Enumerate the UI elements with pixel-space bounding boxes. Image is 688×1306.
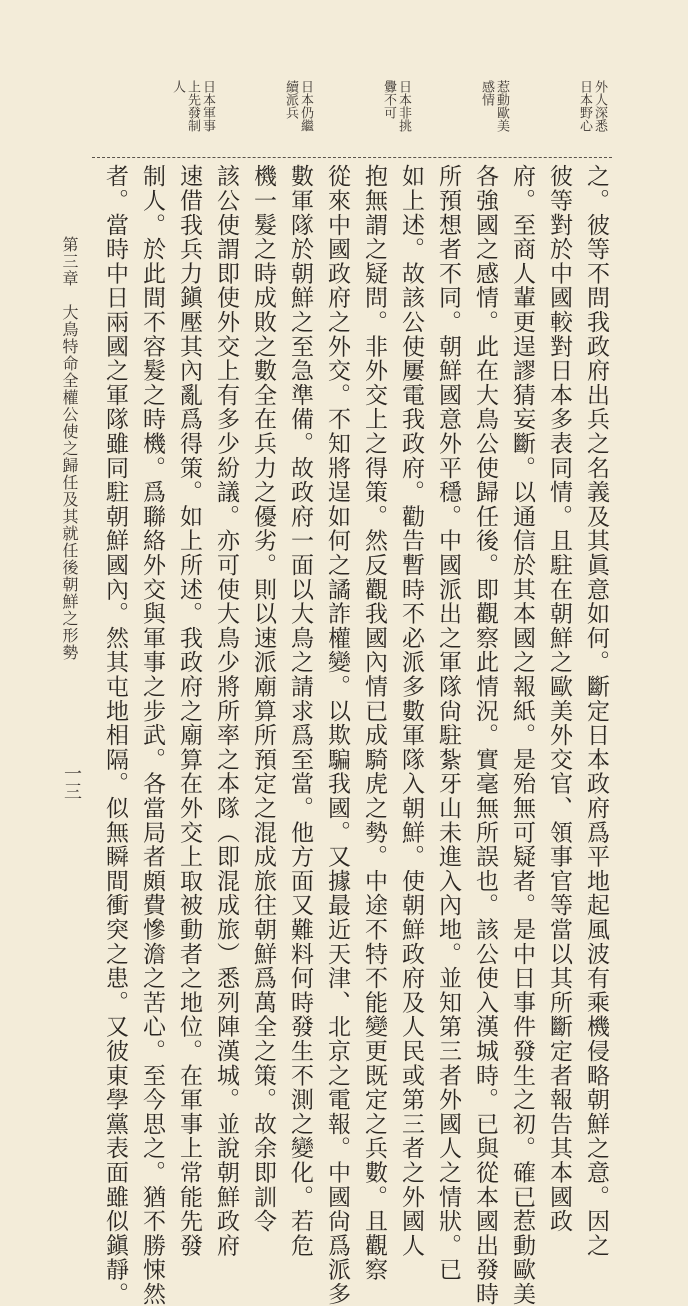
body-column: 速借我兵力鎭壓其內亂爲得策。如上所述。我政府之廟算在外交上取被動者之地位。在軍事上常能先發 bbox=[176, 164, 202, 1258]
margin-note-5 bbox=[171, 80, 214, 132]
body-column: 之。彼等不問我政府出兵之名義及其眞意如何。斷定日本政府爲平地起風波有乘機侵略朝鮮之意。因之 bbox=[583, 164, 609, 1258]
body-column: 抱無謂之疑問。非外交上之得策。然反觀我國內情已成騎虎之勢。中途不特不能變更既定之兵數。且觀察 bbox=[361, 164, 387, 1282]
body-column: 彼等對於中國較對日本多表同情。且駐在朝鮮之歐美外交官、領事官等當以其所斷定者報告其本國政 bbox=[546, 164, 572, 1234]
page-number: 一三 bbox=[61, 764, 82, 800]
margin-note-line: 感情 bbox=[479, 80, 494, 106]
margin-note-line: 日本非挑 bbox=[396, 80, 411, 132]
body-column: 所預想者不同。朝鮮國意外平穩。中國派出之軍隊尙駐紮牙山未進入內地。並知第三者外國人之情狀。已 bbox=[435, 164, 461, 1282]
body-column: 者。當時中日兩國之軍隊雖同駐朝鮮國內。然其屯地相隔。似無瞬間衝突之患。又彼東學黨表面雖似鎭靜。 bbox=[102, 164, 128, 1306]
body-column: 制人。於此間不容髮之時機。爲聯絡外交與軍事之步武。各當局者頗費慘澹之苦心。至今思之。猶不勝悚然 bbox=[139, 164, 165, 1306]
body-column: 如上述。故該公使屢電我政府。勸告暫時不必派多數軍隊入朝鮮。使朝鮮政府及人民或第三者之外國人 bbox=[398, 164, 424, 1258]
margin-note-4 bbox=[284, 80, 312, 132]
running-head: 第三章 大鳥特命全權公使之歸任及其就任後朝鮮之形勢 bbox=[60, 236, 79, 661]
body-column: 從來中國政府之外交。不知將逞如何之譎詐權變。以欺騙我國。又據最近天津、北京之電報。中國尙爲派多 bbox=[324, 164, 350, 1306]
margin-note-line: 人 bbox=[170, 80, 185, 93]
body-column: 數軍隊於朝鮮之至急準備。故政府一面以大鳥之請求爲至當。他方面又難料何時發生不測之變化。若危 bbox=[287, 164, 313, 1258]
margin-note-line: 日本仍繼 bbox=[298, 80, 313, 132]
margin-note-line: 惹動歐美 bbox=[494, 80, 509, 132]
margin-notes bbox=[171, 80, 606, 160]
body-column: 機一髮之時成敗之數全在兵力之優劣。則以速派廟算所預定之混成旅往朝鮮爲萬全之策。故余即訓令 bbox=[250, 164, 276, 1234]
margin-note-3 bbox=[382, 80, 410, 132]
margin-note-line: 日本軍事 bbox=[200, 80, 215, 132]
margin-note-1 bbox=[578, 80, 606, 132]
header-divider bbox=[92, 157, 612, 158]
margin-note-line: 日本野心 bbox=[577, 80, 592, 132]
body-column: 各強國之感情。此在大鳥公使歸任後。即觀察此情況。實毫無所誤也。該公使入漢城時。已與從本國出發時 bbox=[472, 164, 498, 1306]
body-column: 該公使謂即使外交上有多少紛議。亦可使大鳥少將所率之本隊（即混成旅）悉列陣漢城。並說朝鮮政府 bbox=[213, 164, 239, 1258]
margin-note-line: 上先發制 bbox=[185, 80, 200, 132]
body-column: 府。至商人輩更逞謬猜妄斷。以通信於其本國之報紙。是殆無可疑者。是中日事件發生之初。確已惹動歐美 bbox=[509, 164, 535, 1306]
margin-note-line: 釁不可 bbox=[381, 80, 396, 119]
margin-note-line: 外人深悉 bbox=[592, 80, 607, 132]
margin-note-2 bbox=[480, 80, 508, 132]
margin-note-line: 續派兵 bbox=[283, 80, 298, 119]
